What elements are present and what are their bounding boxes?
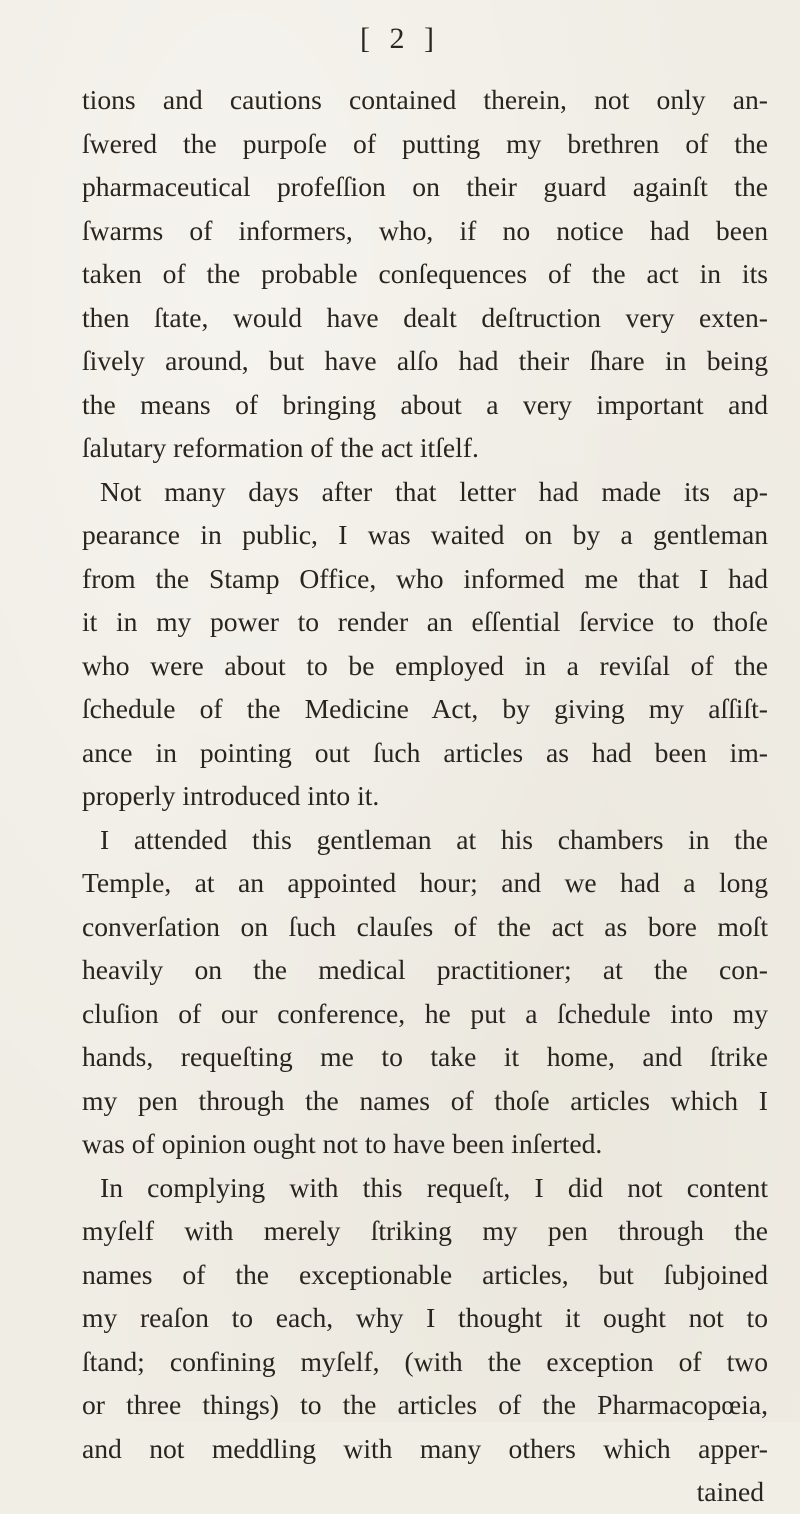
text-line: then ſtate, would have dealt deſtruction very exten-: [82, 301, 768, 333]
text-line: ſalutary reformation of the act itſelf.: [82, 432, 479, 463]
text-line: In complying with this requeſt, I did not content: [100, 1171, 768, 1203]
text-line: names of the exceptionable articles, but ſubjoined: [82, 1258, 768, 1290]
text-line: properly introduced into it.: [82, 780, 380, 811]
text-line: ſwered the purpoſe of putting my brethren of the: [82, 127, 768, 159]
text-line: tions and cautions contained therein, not only an-: [82, 84, 768, 115]
text-line: the means of bringing about a very important and: [82, 388, 768, 420]
text-line: or three things) to the articles of the Pharmacopœia,: [82, 1389, 768, 1420]
text-line: ſchedule of the Medicine Act, by giving my aſſiſt-: [82, 693, 768, 724]
text-line: ance in pointing out ſuch articles as had been im-: [82, 736, 768, 768]
text-line: my reaſon to each, why I thought it ought not to: [82, 1302, 768, 1333]
text-line: cluſion of our conference, he put a ſchedule into my: [82, 997, 768, 1029]
text-line: ſwarms of informers, who, if no notice had been: [82, 214, 768, 246]
text-line: I attended this gentleman at his chambers in the: [100, 823, 768, 855]
text-line: who were about to be employed in a reviſal of the: [82, 649, 768, 681]
text-line: it in my power to render an eſſential ſervice to thoſe: [82, 606, 768, 637]
text-line: hands, requeſting me to take it home, and ſtrike: [82, 1041, 768, 1072]
text-line: myſelf with merely ſtriking my pen through the: [82, 1215, 768, 1246]
text-line: and not meddling with many others which apper-: [82, 1432, 768, 1464]
text-line: heavily on the medical practitioner; at the con-: [82, 954, 768, 985]
text-line: Temple, at an appointed hour; and we had a long: [82, 867, 768, 898]
text-line: ſtand; confining myſelf, (with the exception of two: [82, 1345, 768, 1377]
text-line: Not many days after that letter had made its ap-: [100, 475, 768, 507]
text-line: pearance in public, I was waited on by a gentleman: [82, 519, 768, 550]
text-line: converſation on ſuch clauſes of the act as bore moſt: [82, 910, 768, 942]
text-line: my pen through the names of thoſe articles which I: [82, 1084, 768, 1116]
text-line: was of opinion ought not to have been inſerted.: [82, 1128, 603, 1159]
catchword: tained: [696, 1476, 764, 1507]
text-line: from the Stamp Office, who informed me that I had: [82, 562, 768, 594]
text-line: taken of the probable conſequences of the act in its: [82, 258, 768, 289]
body-text: [82, 78, 768, 1514]
text-line: pharmaceutical profeſſion on their guard againſt the: [82, 171, 768, 202]
text-line: ſively around, but have alſo had their ſhare in being: [82, 345, 768, 376]
page-number: [ 2 ]: [360, 22, 440, 55]
